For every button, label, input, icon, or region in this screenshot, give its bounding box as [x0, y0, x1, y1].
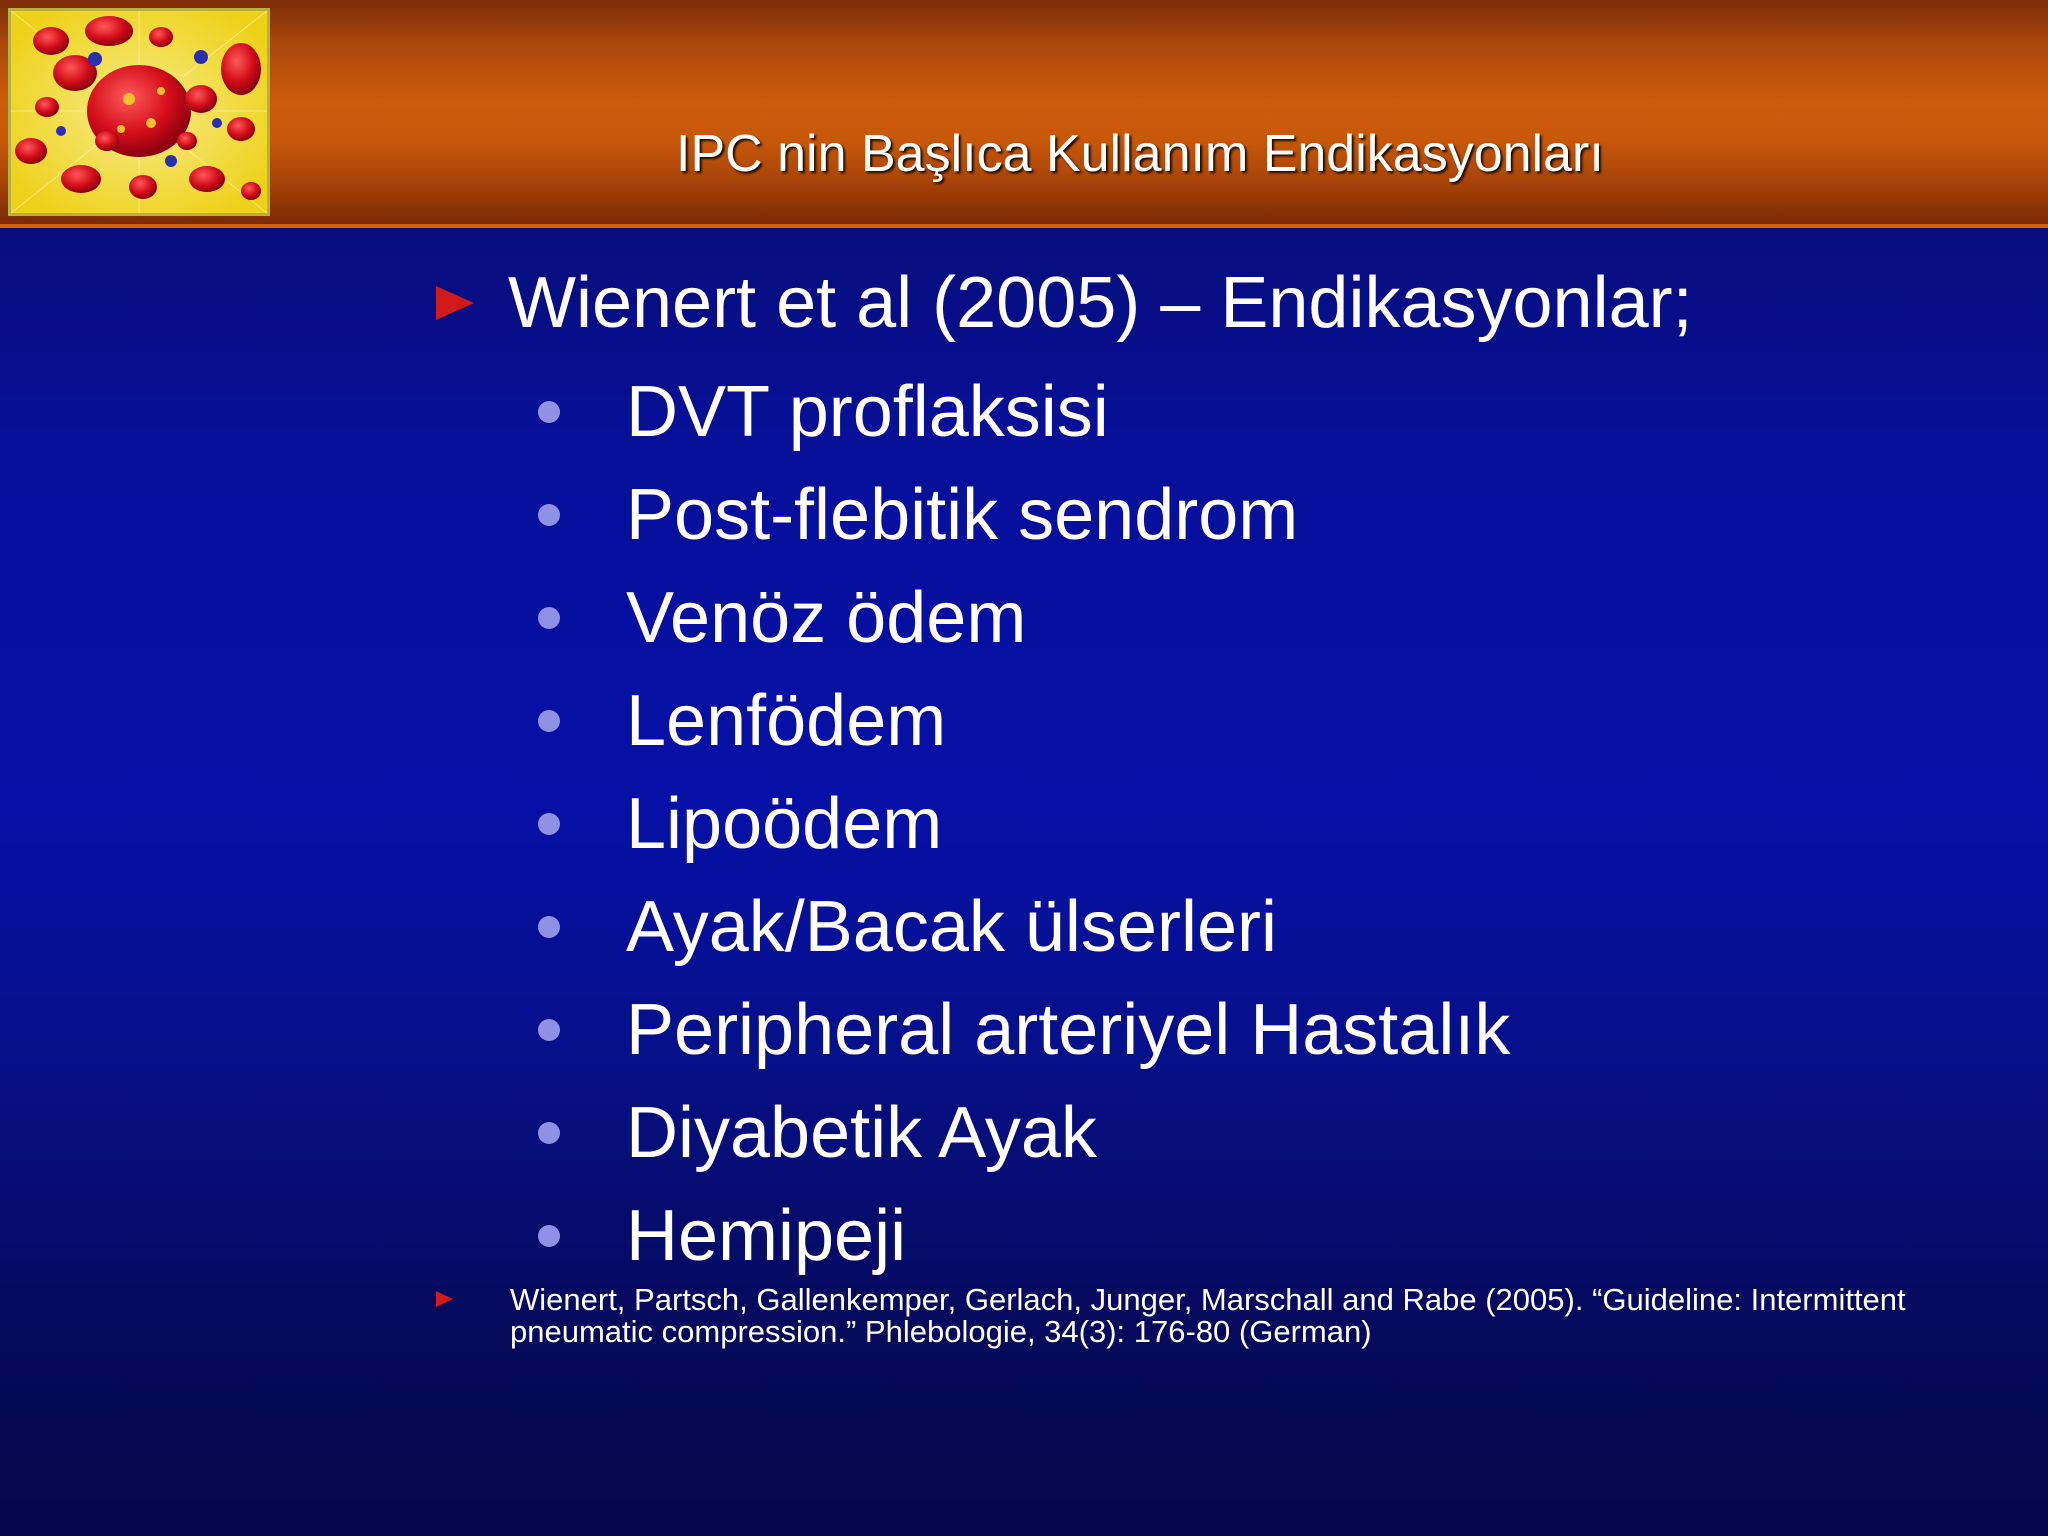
list-item-text: Venöz ödem	[626, 577, 1027, 658]
list-item	[538, 566, 1510, 669]
round-dot-bullet-icon	[538, 1019, 560, 1041]
red-triangle-bullet-icon	[436, 1291, 453, 1307]
round-dot-bullet-icon	[538, 1225, 560, 1247]
list-item	[538, 772, 1510, 875]
list-item	[538, 463, 1510, 566]
round-dot-bullet-icon	[538, 504, 560, 526]
list-item-text: Lipoödem	[626, 783, 943, 864]
main-bullet-text: Wienert et al (2005) – Endikasyonlar;	[508, 263, 1693, 343]
list-item-text: Diyabetik Ayak	[626, 1092, 1097, 1173]
indication-list	[538, 360, 1510, 1287]
round-dot-bullet-icon	[538, 813, 560, 835]
list-item	[538, 875, 1510, 978]
reference-text: Wienert, Partsch, Gallenkemper, Gerlach, Junger, Marschall and Rabe (2005). “Guideline: Intermittent pneumatic compression.” Phlebologie, 34(3): 176-80 (German)	[510, 1282, 1906, 1349]
list-item	[538, 978, 1510, 1081]
list-item-text: Lenfödem	[626, 680, 947, 761]
list-item	[538, 1081, 1510, 1184]
list-item-text: Post-flebitik sendrom	[626, 474, 1299, 555]
list-item	[538, 1184, 1510, 1287]
round-dot-bullet-icon	[538, 710, 560, 732]
list-item-text: DVT proflaksisi	[626, 371, 1109, 452]
main-bullet	[436, 262, 1693, 344]
round-dot-bullet-icon	[538, 916, 560, 938]
red-triangle-bullet-icon	[436, 286, 474, 320]
round-dot-bullet-icon	[538, 401, 560, 423]
list-item-text: Hemipeji	[626, 1195, 907, 1276]
list-item-text: Peripheral arteriyel Hastalık	[626, 989, 1511, 1070]
round-dot-bullet-icon	[538, 1122, 560, 1144]
round-dot-bullet-icon	[538, 607, 560, 629]
reference-note	[436, 1284, 1990, 1348]
list-item-text: Ayak/Bacak ülserleri	[626, 886, 1277, 967]
slide-title: IPC nin Başlıca Kullanım Endikasyonları	[676, 125, 1604, 183]
list-item	[538, 669, 1510, 772]
list-item	[538, 360, 1510, 463]
